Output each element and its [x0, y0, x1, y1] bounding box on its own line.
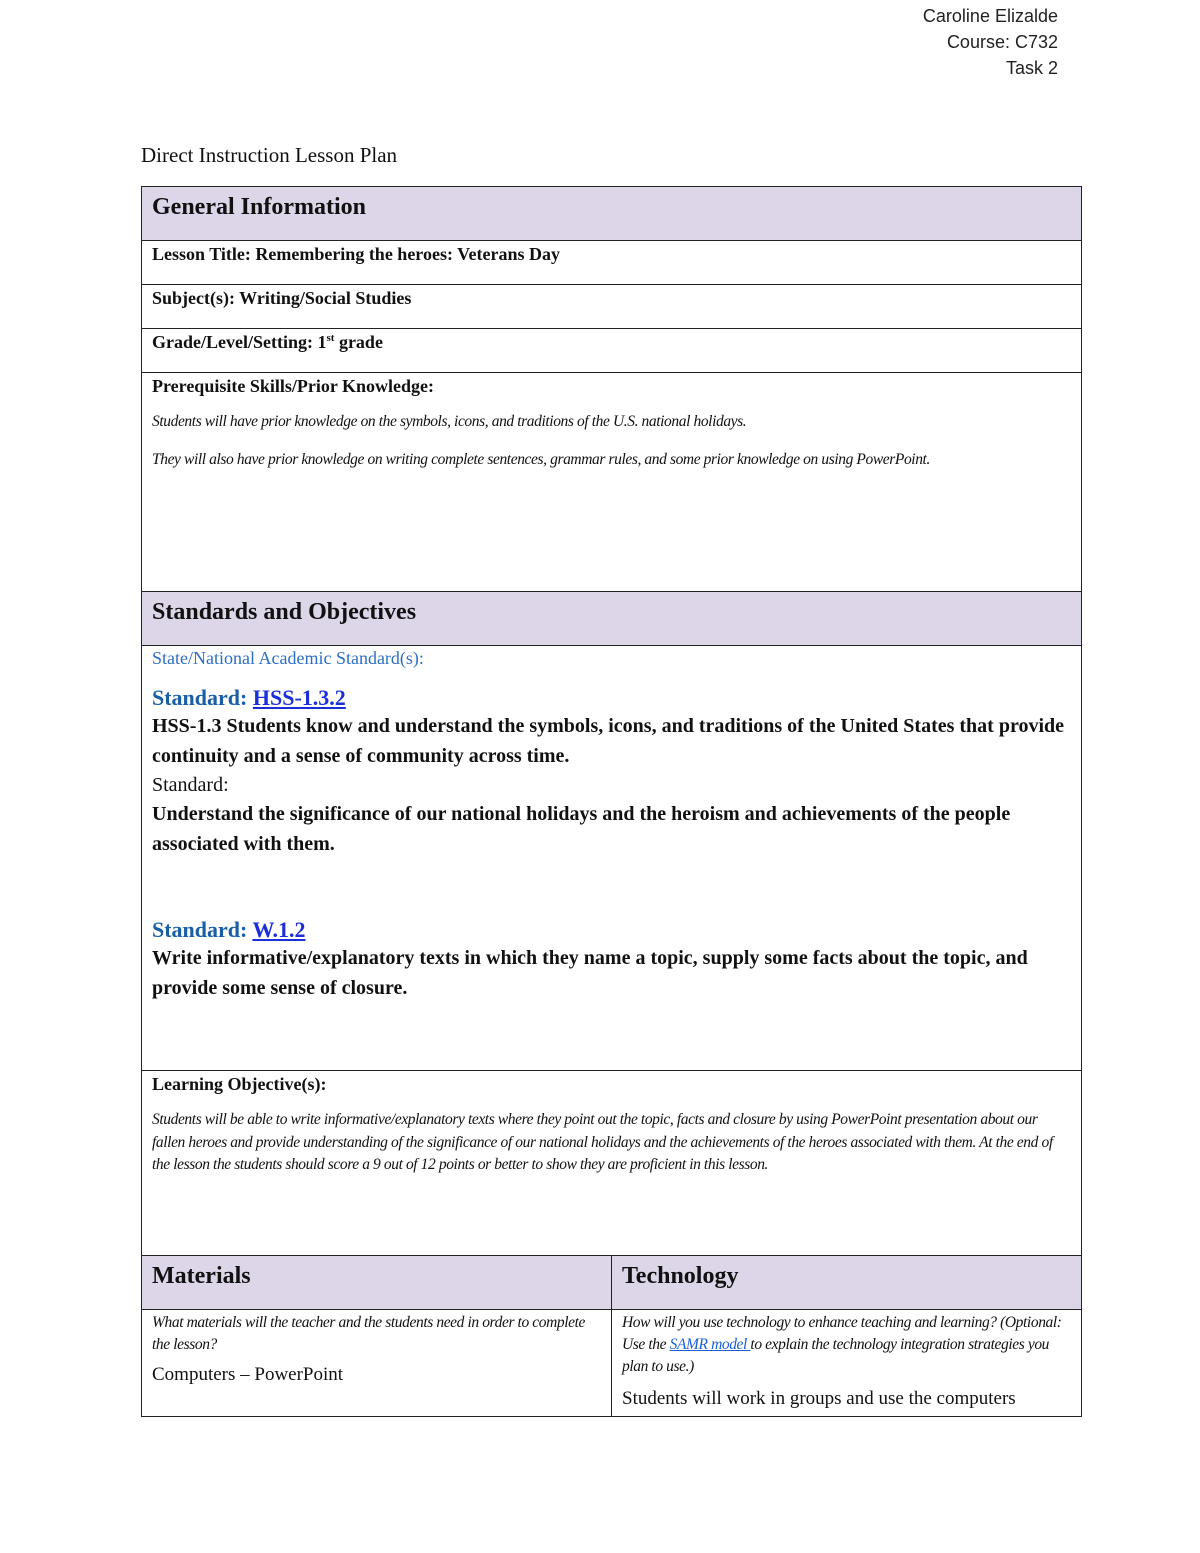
standard-1-sub-text: Understand the significance of our national holidays and the heroism and achievements of the people associated with them.	[152, 803, 1011, 855]
standard-1-sub-label: Standard:	[152, 774, 229, 796]
technology-cell	[612, 1310, 1082, 1417]
subjects: Subject(s): Writing/Social Studies	[152, 288, 412, 308]
author-name: Caroline Elizalde	[922, 6, 1058, 26]
technology-prompt: How will you use technology to enhance teaching and learning? (Optional: Use the SAMR model to explain the technology integration strategies you plan to use.)	[622, 1314, 1062, 1375]
materials-header	[142, 1256, 612, 1310]
standard-2-link[interactable]: W.1.2	[252, 917, 306, 942]
materials-answer: Computers – PowerPoint	[152, 1364, 344, 1385]
prereq-row	[142, 373, 1082, 592]
standard-1-heading: Standard: HSS-1.3.2	[152, 685, 346, 710]
lesson-title: Lesson Title: Remembering the heroes: Veterans Day	[152, 244, 560, 264]
prereq-text-1: Students will have prior knowledge on the symbols, icons, and traditions of the U.S. national holidays.	[152, 413, 747, 430]
general-info-heading: General Information	[152, 194, 366, 220]
standards-heading: Standards and Objectives	[152, 599, 417, 625]
subjects-row	[142, 285, 1082, 329]
general-info-header	[142, 187, 1082, 241]
samr-model-link[interactable]: SAMR model	[669, 1336, 751, 1353]
materials-heading: Materials	[152, 1263, 251, 1289]
lesson-title-row	[142, 241, 1082, 285]
page-header	[923, 3, 1058, 81]
prereq-label: Prerequisite Skills/Prior Knowledge:	[152, 376, 434, 396]
objective-text: Students will be able to write informative/explanatory texts where they point out the topic, facts and closure by using PowerPoint presentation about our fallen heroes and provide understanding of the significance of our national holidays and the achievements of the heroes associated with them. At the end of the lesson the students should score a 9 out of 12 points or better to show they are proficient in this lesson.	[152, 1111, 1053, 1173]
document-title: Direct Instruction Lesson Plan	[141, 143, 398, 167]
grade-level: Grade/Level/Setting: 1st grade	[152, 332, 383, 352]
standard-1-link[interactable]: HSS-1.3.2	[252, 685, 346, 710]
standards-header	[142, 592, 1082, 646]
materials-cell	[142, 1310, 612, 1417]
objectives-row	[142, 1071, 1082, 1256]
standard-2-text: Write informative/explanatory texts in which they name a topic, supply some facts about the topic, and provide some sense of closure.	[152, 947, 1028, 999]
course-code: Course: C732	[946, 32, 1058, 52]
technology-header	[612, 1256, 1082, 1310]
task-number: Task 2	[1005, 58, 1058, 78]
lesson-plan-table	[141, 186, 1082, 1417]
state-standards-label: State/National Academic Standard(s):	[152, 648, 424, 668]
technology-heading: Technology	[622, 1263, 739, 1289]
technology-answer: Students will work in groups and use the computers	[622, 1388, 1016, 1409]
standards-row	[142, 646, 1082, 1071]
prereq-text-2: They will also have prior knowledge on writing complete sentences, grammar rules, and some prior knowledge on using PowerPoint.	[152, 451, 930, 468]
standard-1-text: HSS-1.3 Students know and understand the symbols, icons, and traditions of the United States that provide continuity and a sense of community across time.	[152, 715, 1065, 767]
materials-prompt: What materials will the teacher and the students need in order to complete the lesson?	[152, 1314, 586, 1353]
grade-row	[142, 329, 1082, 373]
objective-label: Learning Objective(s):	[152, 1074, 327, 1094]
standard-2-heading: Standard: W.1.2	[152, 917, 306, 942]
